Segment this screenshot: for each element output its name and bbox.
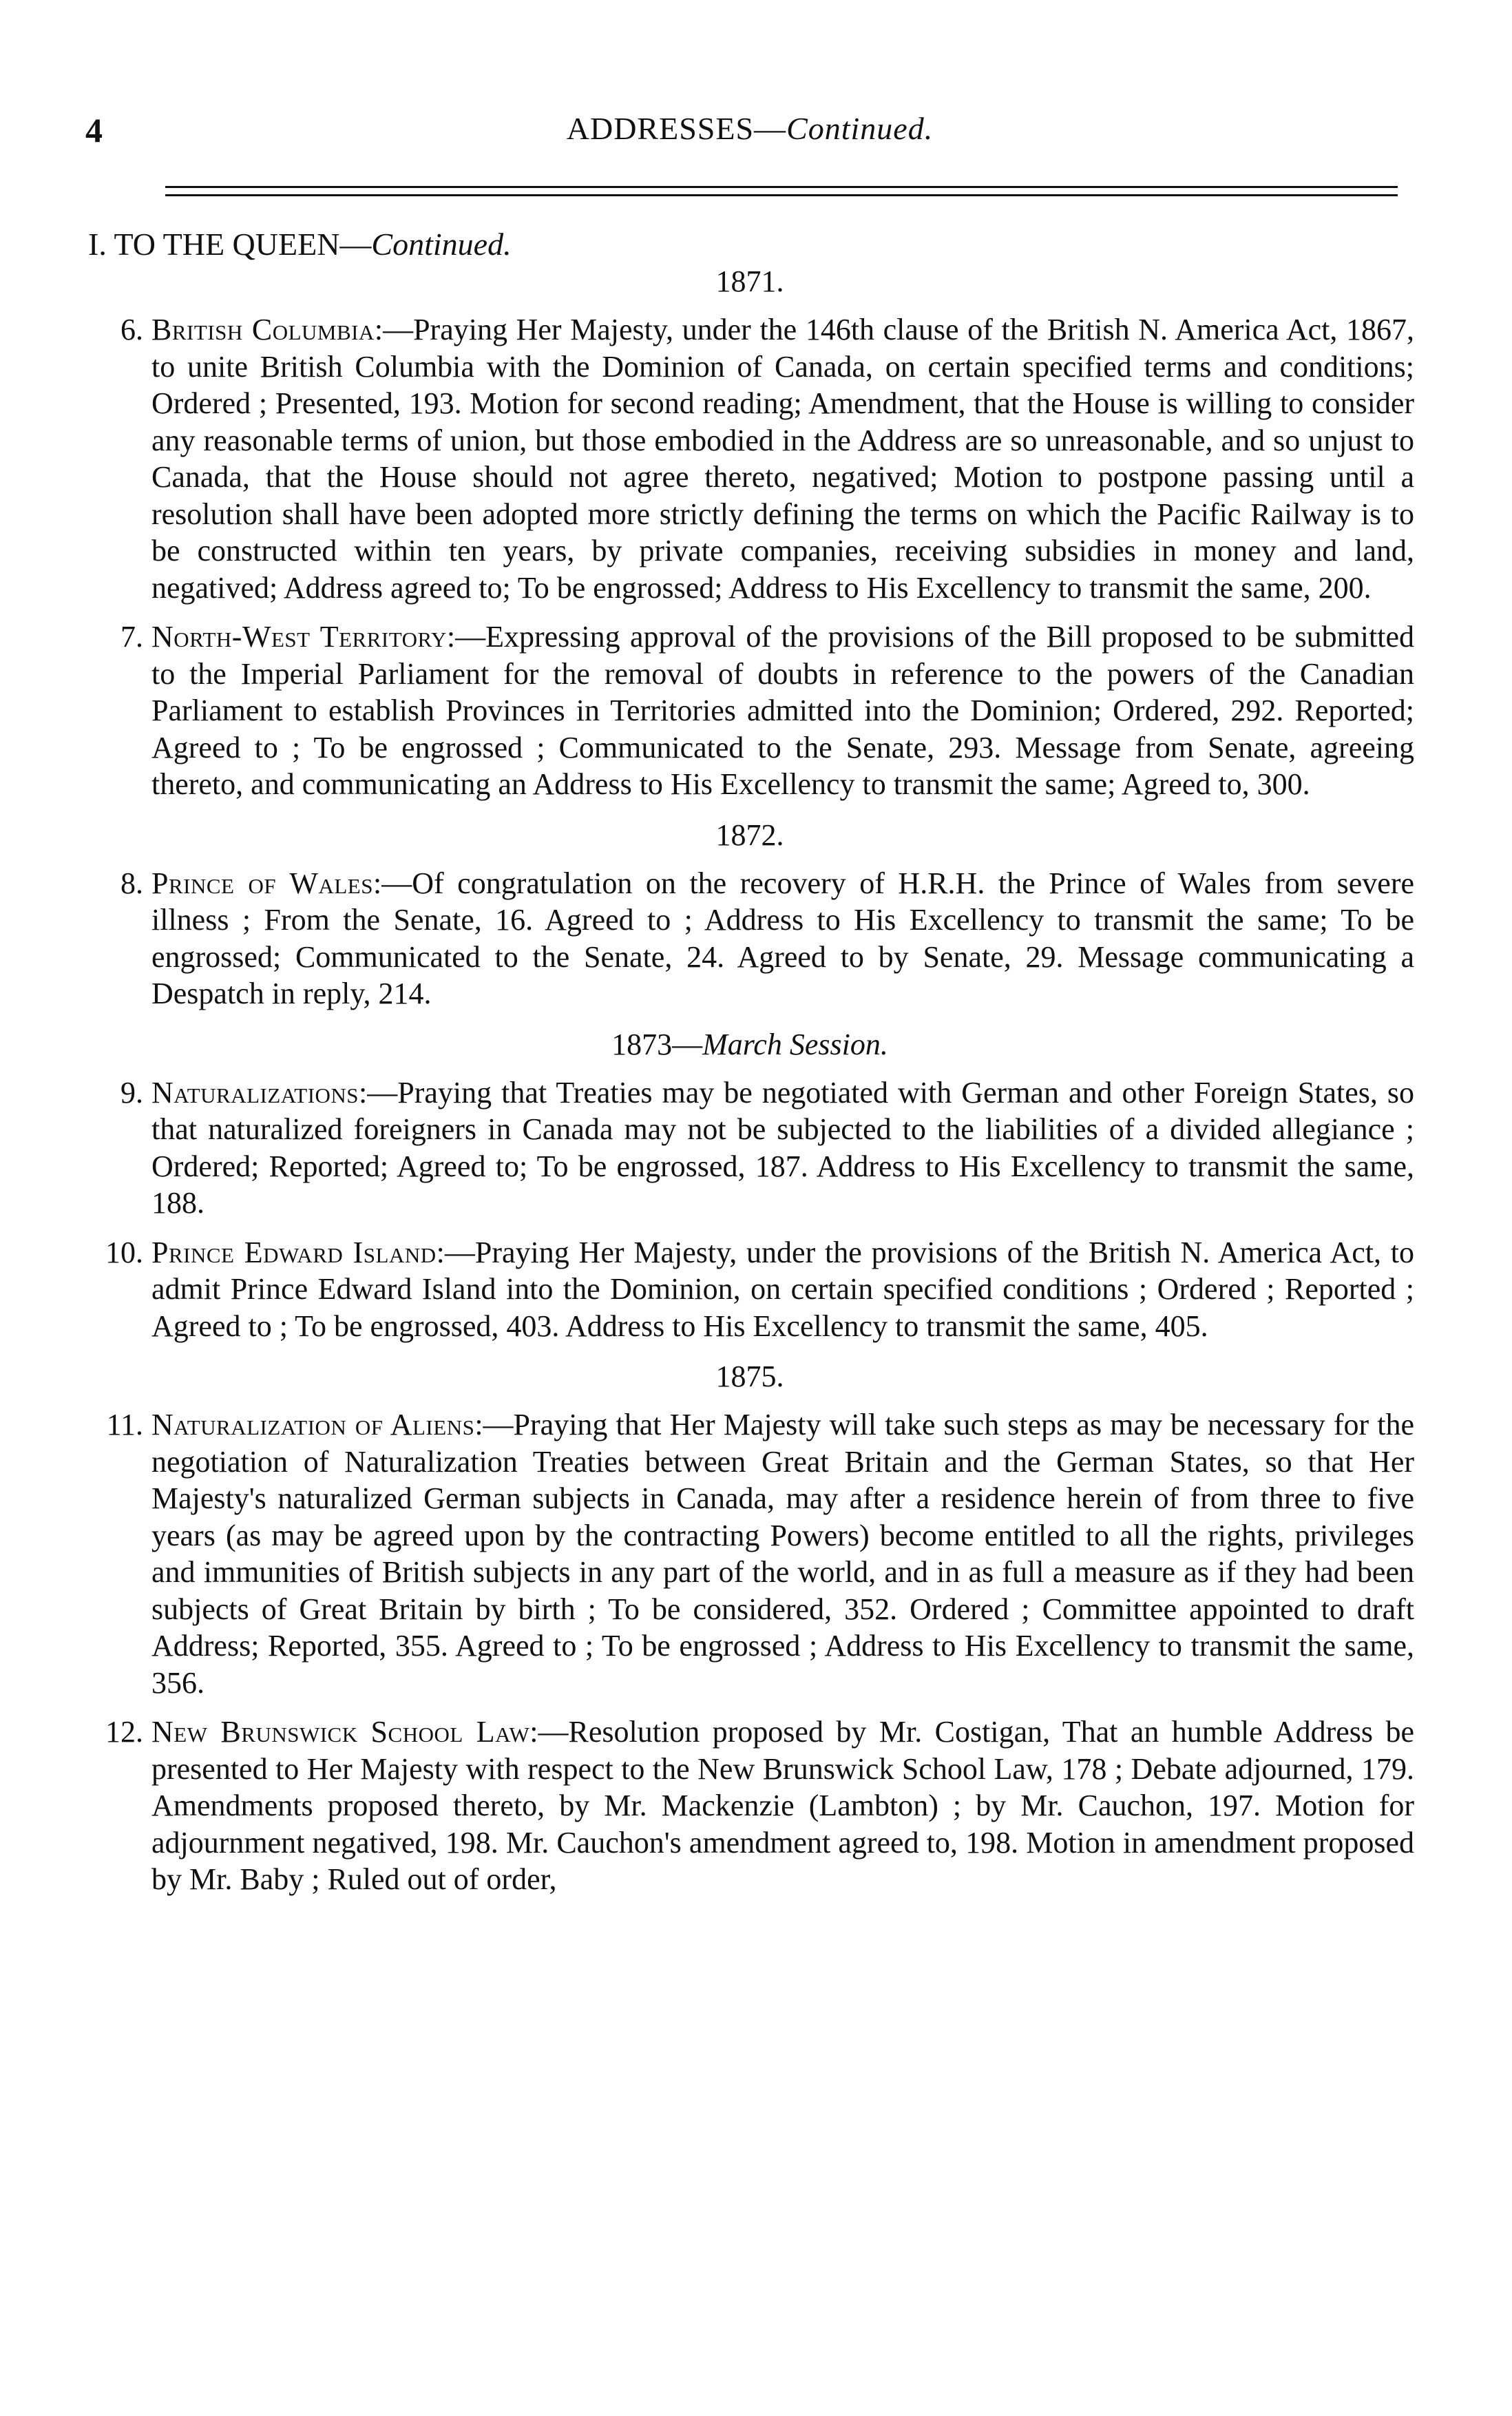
year-text: 1872.	[715, 818, 784, 852]
entry-number: 6.	[120, 313, 143, 346]
entry-text: :—Expressing approval of the provisions of the Bill proposed to be submitted to the Imperial Parliament for the removal of doubts in reference to the powers of the Canadian Parliament to establish Provinces in Territories admitted into the Dominion; Ordered, 292. Reported; Agreed to ; To be engrossed ; Communicated to the Senate, 293. Message from Senate, agreeing thereto, and communicating an Address to His Excellency to transmit the same; Agreed to, 300.	[151, 620, 1414, 801]
address-entry	[85, 1714, 1414, 1898]
year-text: 1873—	[611, 1027, 703, 1061]
entry-subject: New Brunswick School Law	[151, 1715, 530, 1749]
address-entry	[85, 311, 1414, 606]
entry-number: 10.	[105, 1235, 143, 1269]
entry-text: :—Praying that Her Majesty will take such steps as may be necessary for the negotiation of Naturalization Treaties between Great Britain and the German States, so that Her Majesty's naturalized German subjects in Canada, may after a residence herein of from three to five years (as may be agreed upon by the contracting Powers) become entitled to all the rights, privileges and immunities of British subjects in any part of the world, and in as full a measure as if they had been subjects of Great Britain by birth ; To be considered, 352. Ordered ; Committee appointed to draft Address; Reported, 355. Agreed to ; To be engrossed ; Address to His Excellency to transmit the same, 356.	[151, 1408, 1415, 1700]
year-text: 1871.	[715, 264, 784, 298]
address-entry	[85, 1406, 1414, 1701]
running-head-title: ADDRESSES—	[566, 111, 787, 146]
address-entry	[85, 1074, 1414, 1222]
section-title-text: I. TO THE QUEEN—	[88, 227, 372, 262]
entry-subject: Prince Edward Island	[151, 1235, 437, 1269]
address-entry	[85, 1234, 1414, 1345]
entry-text: :—Resolution proposed by Mr. Costigan, That an humble Address be presented to Her Majesty with respect to the New Brunswick School Law, 178 ; Debate adjourned, 179. Amendments proposed thereto, by Mr. Mackenzie (Lambton) ; by Mr. Cauchon, 197. Motion for adjournment negatived, 198. Mr. Cauchon's amendment agreed to, 198. Motion in amendment proposed by Mr. Baby ; Ruled out of order,	[151, 1715, 1414, 1896]
address-entry	[85, 618, 1414, 803]
header-rule-bottom	[165, 194, 1398, 196]
entry-number: 12.	[105, 1715, 143, 1749]
entry-text: :—Praying Her Majesty, under the 146th clause of the British N. America Act, 1867, to unite British Columbia with the Dominion of Canada, on certain specified terms and conditions; Ordered ; Presented, 193. Motion for second reading; Amendment, that the House is willing to consider any reasonable terms of union, but those embodied in the Address are so unreasonable, and so unjust to Canada, that the House should not agree thereto, negatived; Motion to postpone passing until a resolution shall have been adopted more strictly defining the terms on which the Pacific Railway is to be constructed within ten years, by private companies, receiving subsidies in money and land, negatived; Address agreed to; To be engrossed; Address to His Excellency to transmit the same, 200.	[151, 313, 1414, 605]
page-number: 4	[85, 111, 103, 149]
entry-number: 7.	[120, 620, 143, 654]
running-head-continued: Continued.	[786, 111, 934, 146]
document-body	[85, 262, 1414, 1910]
entry-text: :—Praying Her Majesty, under the provisions of the British N. America Act, to admit Prince Edward Island into the Dominion, on certain specified conditions ; Ordered ; Reported ; Agreed to ; To be engrossed, 403. Address to His Excellency to transmit the same, 405.	[151, 1235, 1414, 1343]
year-heading	[85, 262, 1414, 302]
year-heading	[85, 815, 1414, 855]
year-text: 1875.	[715, 1360, 784, 1393]
entry-number: 11.	[106, 1408, 143, 1441]
year-heading	[85, 1357, 1414, 1397]
entry-subject: British Columbia	[151, 313, 375, 346]
address-entry	[85, 865, 1414, 1012]
entry-subject: Naturalizations	[151, 1075, 359, 1110]
entry-text: :—Praying that Treaties may be negotiated with German and other Foreign States, so that naturalized foreigners in Canada may not be subjected to the liabilities of a divided allegiance ; Ordered; Reported; Agreed to; To be engrossed, 187. Address to His Excellency to transmit the same, 188.	[151, 1075, 1414, 1220]
entry-text: :—Of congratulation on the recovery of H.R.H. the Prince of Wales from severe illness ; From the Senate, 16. Agreed to ; Address to His Excellency to transmit the same; To be engrossed; Communicated to the Senate, 24. Agreed to by Senate, 29. Message communicating a Despatch in reply, 214.	[151, 866, 1415, 1010]
entry-number: 9.	[120, 1075, 143, 1110]
section-title	[88, 226, 512, 262]
entry-number: 8.	[120, 866, 143, 900]
page-header	[85, 110, 1414, 158]
entry-subject: Prince of Wales	[151, 866, 373, 900]
entry-subject: Naturalization of Aliens	[151, 1408, 475, 1441]
year-heading	[85, 1025, 1414, 1065]
section-title-continued: Continued.	[371, 227, 512, 262]
running-head	[85, 110, 1414, 147]
session-name: March Session.	[702, 1027, 888, 1061]
entry-subject: North-West Territory	[151, 620, 447, 654]
header-rule-top	[165, 186, 1398, 188]
